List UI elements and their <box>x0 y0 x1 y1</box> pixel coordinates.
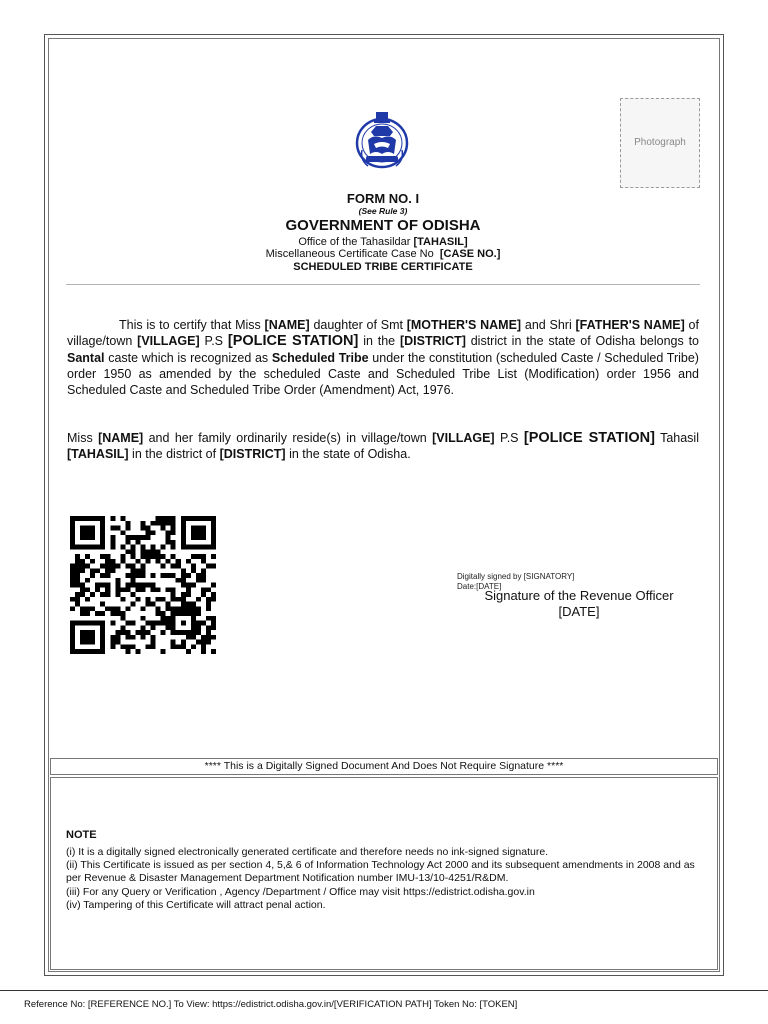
note-heading: NOTE <box>66 829 97 841</box>
caste-name: Santal <box>67 350 105 365</box>
signature-title: Signature of the Revenue Officer <box>484 588 674 603</box>
government-title: GOVERNMENT OF ODISHA <box>285 217 481 234</box>
photo-placeholder-label: Photograph <box>634 137 686 148</box>
mother-name: [MOTHER'S NAME] <box>406 318 522 332</box>
digital-signature-notice-text: **** This is a Digitally Signed Document And Does Not Require Signature **** <box>204 760 564 772</box>
case-number-line <box>140 248 626 260</box>
note-item: (iv) Tampering of this Certificate will attract penal action. <box>66 898 326 911</box>
form-number: FORM NO. I <box>346 191 420 206</box>
district-name: [DISTRICT] <box>399 334 466 349</box>
text-segment: caste which is recognized as <box>108 350 269 365</box>
certificate-paragraph-1 <box>67 317 699 398</box>
text-segment: This is to certify that Miss <box>119 318 261 332</box>
district-name: [DISTRICT] <box>219 447 286 462</box>
certificate-title: SCHEDULED TRIBE CERTIFICATE <box>293 261 473 273</box>
office-line <box>140 236 626 248</box>
father-name: [FATHER'S NAME] <box>575 318 685 332</box>
text-segment: and Shri <box>524 318 572 332</box>
text-segment: in the <box>363 334 396 349</box>
text-segment: of village/town <box>67 318 699 349</box>
village-name: [VILLAGE] <box>137 334 200 349</box>
applicant-name: [NAME] <box>264 318 310 332</box>
applicant-photo <box>620 98 700 188</box>
police-station-name: [POLICE STATION] <box>523 430 655 446</box>
police-station-name: [POLICE STATION] <box>227 333 359 350</box>
text-segment: daughter of Smt <box>313 318 403 332</box>
text-segment: P.S <box>204 334 224 349</box>
text-segment: in the state of Odisha. <box>289 447 411 462</box>
footer-reference: Reference No: [REFERENCE NO.] To View: https://edistrict.odisha.gov.in/[VERIFICATION PATH] Token No: [TOKEN] <box>24 999 518 1010</box>
office-name: [TAHASIL] <box>413 236 468 248</box>
tahasil-name: [TAHASIL] <box>67 447 129 462</box>
header-divider <box>66 284 700 285</box>
text-segment: under the constitution (scheduled Caste / Scheduled Tribe) order 1950 as amended by the scheduled Caste and Scheduled Tribe List (Modification) order 1956 and Scheduled Caste and Scheduled Tribe Order (Amendment) Act, 1976. <box>67 350 699 398</box>
note-item: (ii) This Certificate is issued as per section 4, 5,& 6 of Information Technology Act 2000 and its subsequent amendments in 2008 and as per Revenue & Disaster Management Department Notification number IMU-13/10-4251/R&DM. <box>66 859 695 885</box>
digital-signature-date: Date:[DATE] <box>457 582 502 591</box>
text-segment: Miss <box>67 431 93 445</box>
note-item: (i) It is a digitally signed electronically generated certificate and therefore needs no ink-signed signature. <box>66 846 549 858</box>
village-name: [VILLAGE] <box>432 431 495 445</box>
text-segment: P.S <box>499 431 519 445</box>
text-segment: in the district of <box>132 447 217 462</box>
office-prefix: Office of the Tahasildar <box>298 236 411 248</box>
note-list <box>66 846 706 912</box>
footer-divider <box>0 990 768 991</box>
digital-signature-signer: Digitally signed by [SIGNATORY] <box>457 572 575 581</box>
note-item: (iii) For any Query or Verification , Agency /Department / Office may visit https://edistrict.odisha.gov.in <box>66 885 535 898</box>
text-segment: district in the state of Odisha belongs to <box>470 334 699 349</box>
odisha-emblem-icon <box>354 110 410 170</box>
applicant-name: [NAME] <box>98 431 144 445</box>
digital-signature-notice <box>50 758 718 775</box>
signature-date: [DATE] <box>558 604 600 619</box>
certificate-paragraph-2 <box>67 430 699 463</box>
verification-qr-code <box>70 516 216 654</box>
category-name: Scheduled Tribe <box>271 350 369 365</box>
case-prefix: Miscellaneous Certificate Case No <box>265 248 434 260</box>
rule-reference: (See Rule 3) <box>358 206 408 216</box>
case-number: [CASE NO.] <box>439 248 501 260</box>
text-segment: Tahasil <box>660 431 699 445</box>
text-segment: and her family ordinarily reside(s) in village/town <box>148 431 427 445</box>
